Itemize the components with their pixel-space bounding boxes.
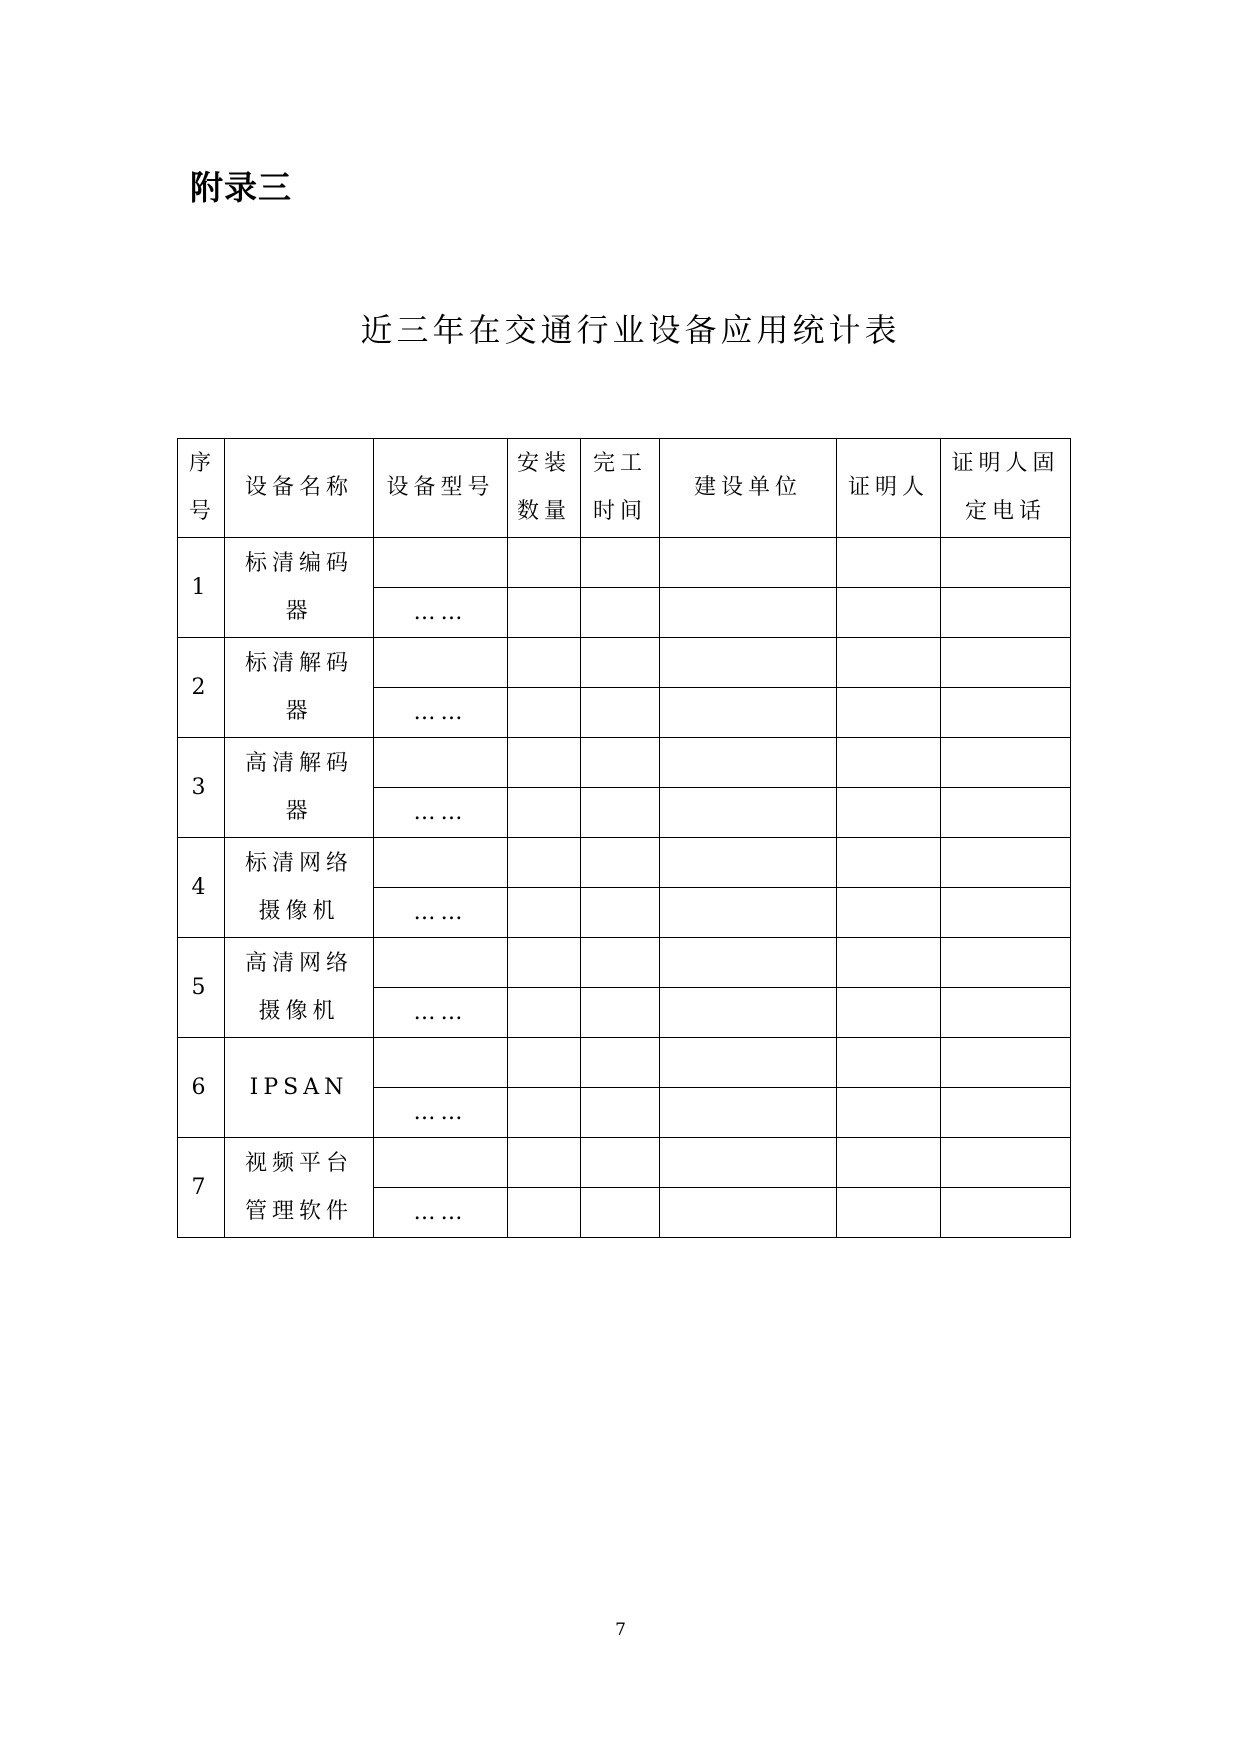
equipment-name: 高清解码器: [225, 738, 374, 838]
empty-cell: [508, 788, 581, 838]
empty-cell: [941, 538, 1071, 588]
model-placeholder: ……: [374, 1188, 508, 1238]
empty-cell: [941, 1138, 1071, 1188]
row-number: 6: [178, 1038, 225, 1138]
page-title: 近三年在交通行业设备应用统计表: [360, 311, 901, 349]
table-row: [178, 938, 1071, 988]
empty-cell: [837, 938, 941, 988]
empty-cell: [660, 838, 837, 888]
empty-cell: [508, 688, 581, 738]
empty-cell: [374, 938, 508, 988]
empty-cell: [581, 1088, 660, 1138]
empty-cell: [660, 588, 837, 638]
table-row: [178, 538, 1071, 588]
empty-cell: [660, 1038, 837, 1088]
empty-cell: [581, 538, 660, 588]
empty-cell: [941, 688, 1071, 738]
empty-cell: [374, 838, 508, 888]
empty-cell: [941, 988, 1071, 1038]
table-row: [178, 738, 1071, 788]
header-row: [178, 439, 1071, 538]
empty-cell: [660, 988, 837, 1038]
empty-cell: [660, 738, 837, 788]
empty-cell: [508, 1138, 581, 1188]
empty-cell: [508, 988, 581, 1038]
empty-cell: [941, 738, 1071, 788]
empty-cell: [941, 938, 1071, 988]
empty-cell: [837, 588, 941, 638]
empty-cell: [660, 1138, 837, 1188]
header-cell: 证明人: [837, 439, 941, 538]
empty-cell: [837, 838, 941, 888]
appendix-label: 附录三: [190, 168, 292, 207]
empty-cell: [837, 638, 941, 688]
equipment-name: IPSAN: [225, 1038, 374, 1138]
empty-cell: [581, 938, 660, 988]
table-row: [178, 838, 1071, 888]
empty-cell: [581, 1188, 660, 1238]
empty-cell: [660, 688, 837, 738]
model-placeholder: ……: [374, 588, 508, 638]
empty-cell: [508, 1038, 581, 1088]
equipment-statistics-table: [177, 438, 1071, 1238]
empty-cell: [941, 1038, 1071, 1088]
empty-cell: [837, 538, 941, 588]
header-cell: 设备名称: [225, 439, 374, 538]
empty-cell: [581, 1138, 660, 1188]
empty-cell: [581, 838, 660, 888]
header-cell: 证明人固定电话: [941, 439, 1071, 538]
empty-cell: [941, 638, 1071, 688]
empty-cell: [660, 638, 837, 688]
table-row: [178, 1138, 1071, 1188]
equipment-name: 视频平台管理软件: [225, 1138, 374, 1238]
empty-cell: [508, 638, 581, 688]
empty-cell: [941, 1188, 1071, 1238]
empty-cell: [581, 988, 660, 1038]
empty-cell: [941, 788, 1071, 838]
header-cell: 设备型号: [374, 439, 508, 538]
empty-cell: [508, 938, 581, 988]
empty-cell: [581, 888, 660, 938]
row-number: 2: [178, 638, 225, 738]
empty-cell: [374, 1038, 508, 1088]
empty-cell: [837, 988, 941, 1038]
page-number: 7: [615, 1620, 626, 1640]
row-number: 5: [178, 938, 225, 1038]
empty-cell: [837, 1088, 941, 1138]
empty-cell: [581, 588, 660, 638]
header-cell: 安装数量: [508, 439, 581, 538]
empty-cell: [660, 1188, 837, 1238]
empty-cell: [581, 1038, 660, 1088]
empty-cell: [374, 1138, 508, 1188]
empty-cell: [508, 838, 581, 888]
empty-cell: [508, 1088, 581, 1138]
empty-cell: [837, 888, 941, 938]
table-row: [178, 1038, 1071, 1088]
empty-cell: [837, 688, 941, 738]
empty-cell: [837, 1138, 941, 1188]
header-cell: 完工时间: [581, 439, 660, 538]
empty-cell: [941, 838, 1071, 888]
equipment-name: 标清解码器: [225, 638, 374, 738]
table-row: [178, 638, 1071, 688]
empty-cell: [660, 788, 837, 838]
row-number: 3: [178, 738, 225, 838]
empty-cell: [837, 1188, 941, 1238]
empty-cell: [837, 738, 941, 788]
empty-cell: [374, 538, 508, 588]
empty-cell: [508, 588, 581, 638]
empty-cell: [660, 938, 837, 988]
empty-cell: [660, 888, 837, 938]
empty-cell: [508, 738, 581, 788]
empty-cell: [581, 688, 660, 738]
empty-cell: [660, 1088, 837, 1138]
row-number: 7: [178, 1138, 225, 1238]
header-cell: 建设单位: [660, 439, 837, 538]
row-number: 4: [178, 838, 225, 938]
model-placeholder: ……: [374, 888, 508, 938]
empty-cell: [837, 788, 941, 838]
model-placeholder: ……: [374, 1088, 508, 1138]
empty-cell: [581, 638, 660, 688]
empty-cell: [508, 1188, 581, 1238]
model-placeholder: ……: [374, 988, 508, 1038]
empty-cell: [941, 888, 1071, 938]
model-placeholder: ……: [374, 788, 508, 838]
equipment-name: 标清编码器: [225, 538, 374, 638]
model-placeholder: ……: [374, 688, 508, 738]
empty-cell: [581, 738, 660, 788]
empty-cell: [508, 538, 581, 588]
header-cell: 序号: [178, 439, 225, 538]
empty-cell: [941, 1088, 1071, 1138]
row-number: 1: [178, 538, 225, 638]
empty-cell: [837, 1038, 941, 1088]
empty-cell: [374, 738, 508, 788]
empty-cell: [941, 588, 1071, 638]
equipment-name: 标清网络摄像机: [225, 838, 374, 938]
empty-cell: [508, 888, 581, 938]
empty-cell: [660, 538, 837, 588]
empty-cell: [581, 788, 660, 838]
empty-cell: [374, 638, 508, 688]
equipment-name: 高清网络摄像机: [225, 938, 374, 1038]
